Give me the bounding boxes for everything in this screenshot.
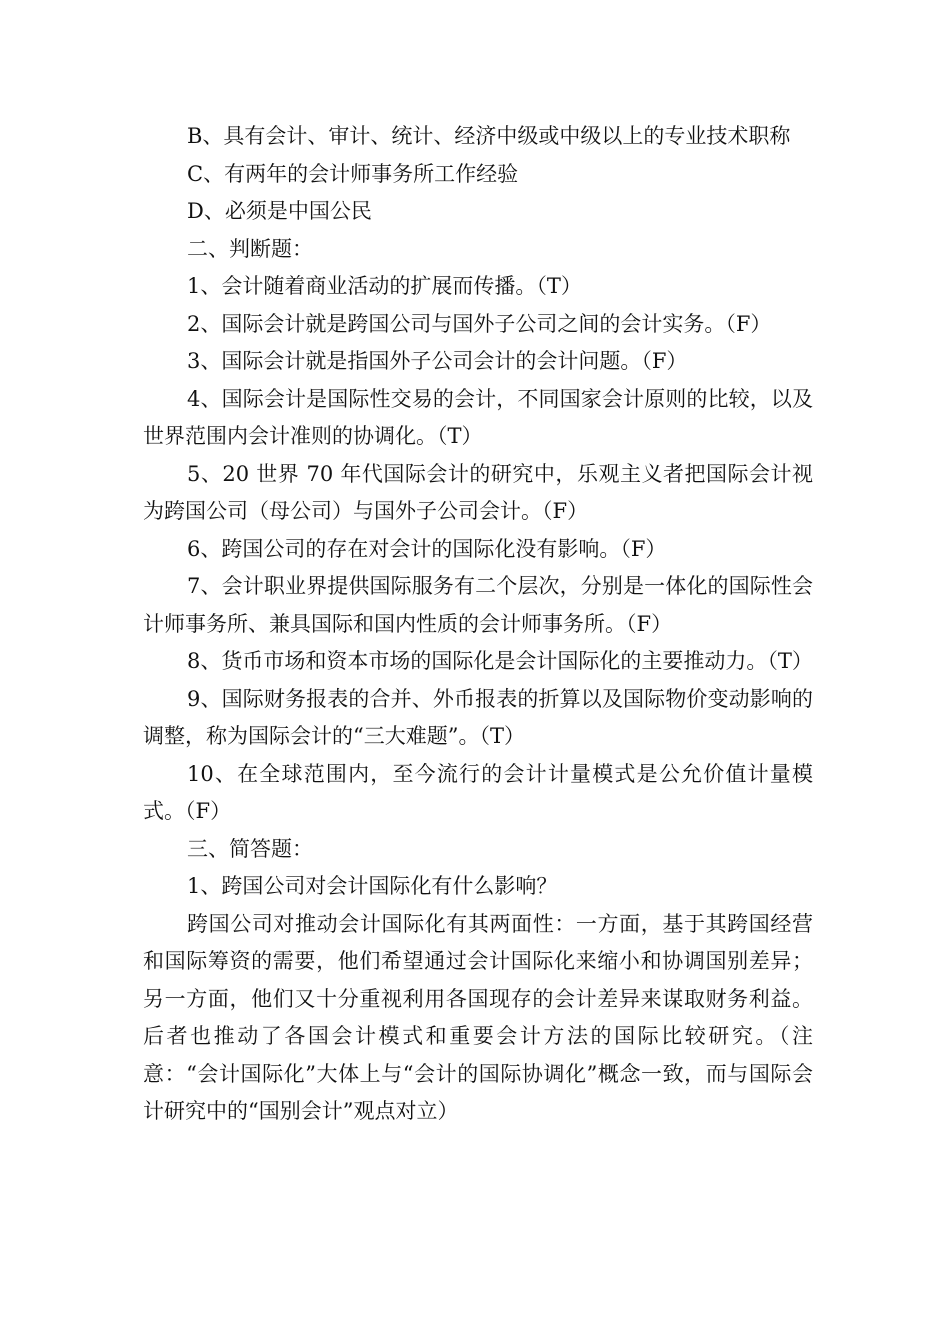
true-false-item-1: 1、会计随着商业活动的扩展而传播。（T） — [187, 274, 582, 298]
true-false-item-6: 6、跨国公司的存在对会计的国际化没有影响。（F） — [187, 536, 667, 561]
true-false-item-10: 10、在全球范围内，至今流行的会计计量模式是公允价值计量模式。（F） — [143, 761, 813, 823]
true-false-item-3: 3、国际会计就是指国外子公司会计的会计问题。（F） — [187, 349, 688, 373]
short-answer-answer-1: 跨国公司对推动会计国际化有其两面性：一方面，基于其跨国经营和国际筹资的需要，他们希望通过会计国际化来缩小和协调国别差异；另一方面，他们又十分重视利用各国现存的会计差异来谋取财务利益。后者也推动了各国会计模式和重要会计方法的国际比较研究。（注意：“会计国际化”大体上与“会计的国际协调化”概念一致，而与国际会计研究中的“国别会计”观点对立） — [143, 911, 813, 1123]
option-b: B、具有会计、审计、统计、经济中级或中级以上的专业技术职称 — [187, 124, 791, 148]
true-false-item-9: 9、国际财务报表的合并、外币报表的折算以及国际物价变动影响的调整，称为国际会计的“三大难题”。（T） — [143, 686, 813, 748]
option-c: C、有两年的会计师事务所工作经验 — [187, 161, 519, 186]
short-answer-question-1: 1、跨国公司对会计国际化有什么影响？ — [187, 874, 558, 898]
true-false-item-2: 2、国际会计就是跨国公司与国外子公司之间的会计实务。（F） — [187, 311, 772, 336]
section-heading-short-answer: 三、简答题： — [187, 836, 313, 861]
true-false-item-5: 5、20 世界 70 年代国际会计的研究中，乐观主义者把国际会计视为跨国公司（母公司）与国外子公司会计。（F） — [143, 461, 813, 523]
true-false-item-8: 8、货币市场和资本市场的国际化是会计国际化的主要推动力。（T） — [187, 649, 813, 673]
true-false-item-4: 4、国际会计是国际性交易的会计，不同国家会计原则的比较，以及世界范围内会计准则的协调化。（T） — [143, 386, 813, 448]
option-d: D、必须是中国公民 — [187, 199, 372, 223]
true-false-item-7: 7、会计职业界提供国际服务有二个层次，分别是一体化的国际性会计师事务所、兼具国际和国内性质的会计师事务所。（F） — [143, 574, 813, 636]
section-heading-true-false: 二、判断题： — [187, 236, 313, 261]
document-page — [143, 118, 813, 1131]
